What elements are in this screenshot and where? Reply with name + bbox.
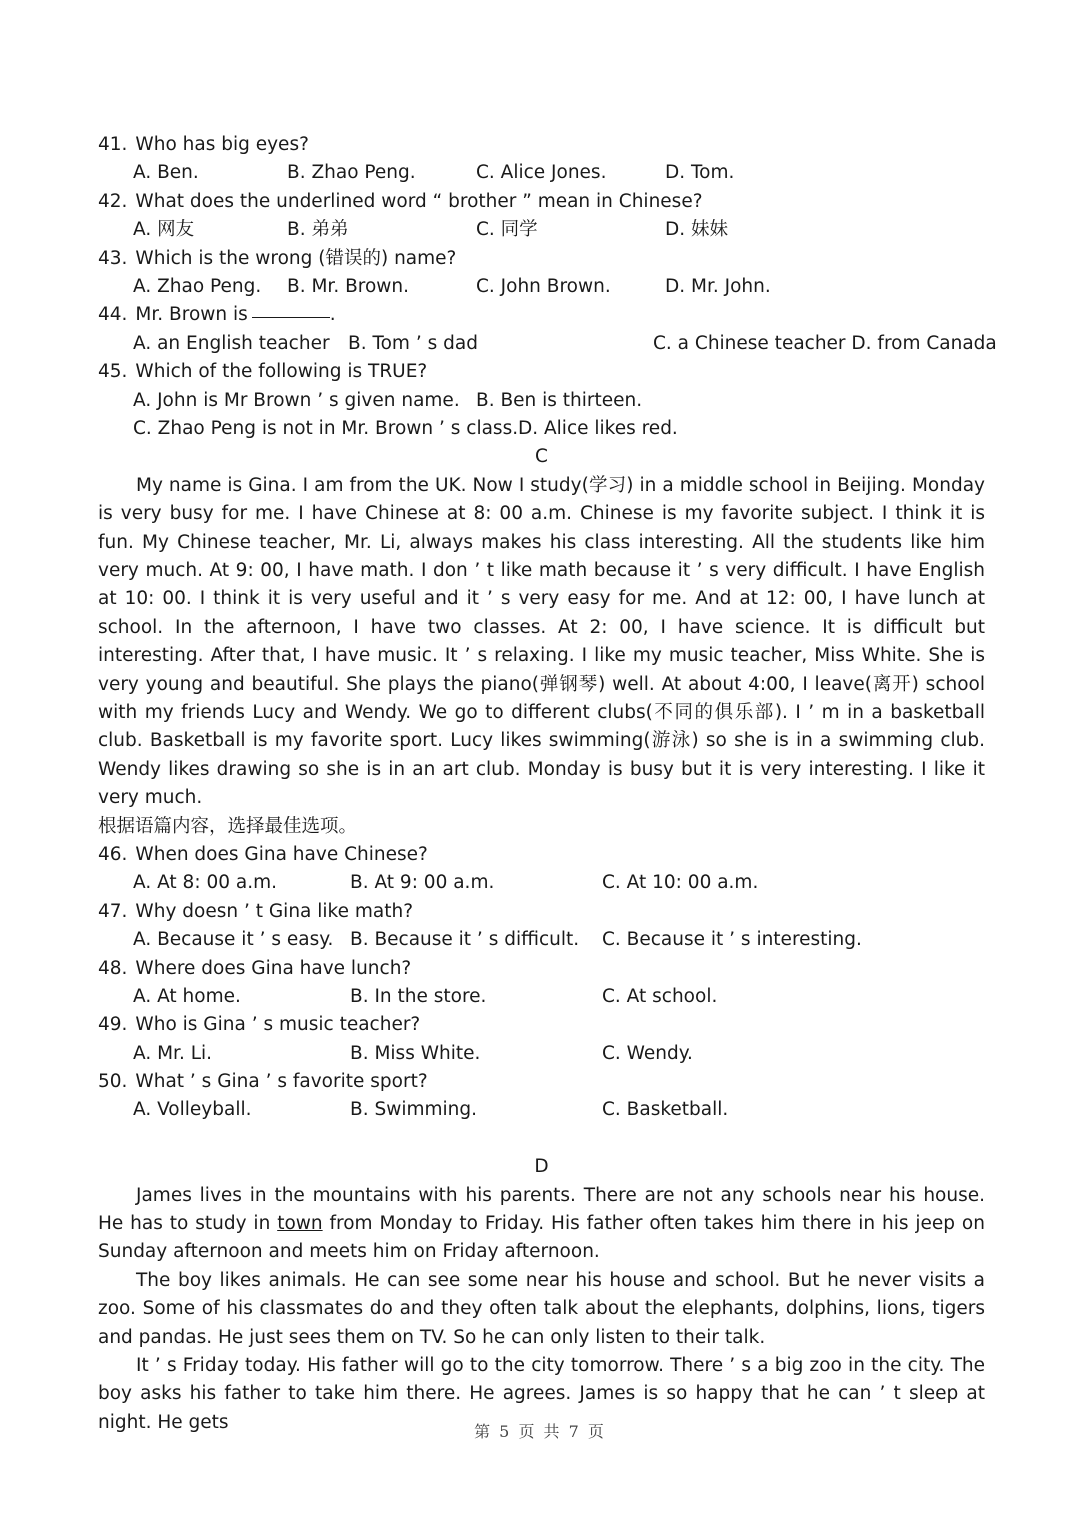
question-number: 41. (98, 134, 128, 155)
options-49 (98, 1040, 985, 1068)
question-text: Who has big eyes? (135, 134, 309, 155)
option-a: A. Mr. Li. (133, 1042, 213, 1064)
text-run: from Monday to Friday. His father often takes him there in his jeep on Sunday afternoon and meets him on Friday afternoon. (98, 1213, 985, 1263)
options-45-row2 (98, 415, 985, 443)
question-42 (98, 188, 985, 216)
option-a: A. an English teacher (133, 332, 330, 354)
option-b: B. Swimming. (350, 1099, 477, 1121)
question-text: Why doesn ’ t Gina like math? (135, 900, 414, 922)
question-text: What does the underlined word “ brother ” mean in Chinese? (135, 190, 703, 212)
option-d: D. 妹妹 (665, 219, 729, 241)
options-47 (98, 926, 985, 954)
option-c: C. At school. (602, 985, 718, 1007)
option-a: A. Volleyball. (133, 1099, 252, 1121)
option-b: B. At 9: 00 a.m. (350, 872, 495, 894)
option-c: C. Basketball. (602, 1099, 729, 1121)
option-b: B. Ben is thirteen. (476, 389, 643, 411)
passage-c: My name is Gina. I am from the UK. Now I study(学习) in a middle school in Beijing. Monday is very busy for me. I have Chinese at 8: 00 a.m. Chinese is my favorite subject. I think it is fun. My Chinese teacher, Mr. Li, always makes his class interesting. All the students like him very much. At 9: 00, I have math. I don ’ t like math because it ’ s very difficult. I have English at 10: 00. I think it is very useful and it ’ s very easy for me. And at 12: 00, I have lunch at school. In the afternoon, I have two classes. At 2: 00, I have science. It is difficult but interesting. After that, I have music. It ’ s relaxing. I like my music teacher, Miss White. She is very young and beautiful. She plays the piano(弹钢琴) well. At about 4:00, I leave(离开) school with my friends Lucy and Wendy. We go to different clubs(不同的俱乐部). I ’ m in a basketball club. Basketball is my favorite sport. Lucy likes swimming(游泳) so she is in a swimming club. Wendy likes drawing so she is in an art club. Monday is busy but it is very interesting. I like it very much. (98, 474, 985, 809)
question-text: Which is the wrong (错误的) name? (135, 247, 457, 269)
option-d: D. Mr. John. (665, 275, 771, 297)
options-50 (98, 1096, 985, 1124)
options-41 (98, 159, 985, 187)
question-43 (98, 245, 985, 273)
question-50 (98, 1068, 985, 1096)
option-c: C. Because it ’ s interesting. (602, 929, 862, 951)
question-number: 42. (98, 190, 128, 212)
passage-d-paragraph-3: It ’ s Friday today. His father will go to the city tomorrow. There ’ s a big zoo in the city. The boy asks his father to take him there. He agrees. James is so happy that he can ’ t sleep at night. He gets (98, 1355, 985, 1433)
option-d: D. Tom. (665, 162, 735, 184)
option-c: C. Wendy. (602, 1042, 693, 1064)
instruction: 根据语篇内容，选择最佳选项。 (98, 815, 358, 837)
text-run: James lives in the mountains with his parents. There are not any schools near his house. He has to study in (98, 1184, 985, 1235)
option-b: B. 弟弟 (287, 219, 349, 241)
option-b: B. Because it ’ s difficult. (350, 929, 580, 951)
option-c: C. Zhao Peng is not in Mr. Brown ’ s class. (133, 417, 519, 439)
option-a: A. Zhao Peng. (133, 275, 262, 297)
page-footer: 第 5 页 共 7 页 (474, 1422, 606, 1441)
passage-d-paragraph-1 (98, 1182, 985, 1267)
underlined-word: town (277, 1213, 323, 1235)
option-b: B. Mr. Brown. (287, 275, 410, 297)
section-heading-d: D (534, 1156, 549, 1178)
question-number: 47. (98, 900, 128, 922)
option-c: C. 同学 (476, 219, 538, 241)
option-c: C. John Brown. (476, 275, 611, 297)
question-45 (98, 358, 985, 386)
question-47 (98, 898, 985, 926)
option-b: B. In the store. (350, 985, 487, 1007)
question-49 (98, 1011, 985, 1039)
option-b: B. Tom ’ s dad (348, 332, 478, 354)
option-a: A. At 8: 00 a.m. (133, 872, 277, 894)
question-number: 45. (98, 361, 128, 383)
option-b: B. Miss White. (350, 1042, 481, 1064)
question-number: 50. (98, 1071, 128, 1093)
options-45-row1 (98, 387, 985, 415)
answer-blank (252, 301, 330, 318)
question-number: 44. (98, 304, 128, 326)
option-c: C. Alice Jones. (476, 162, 607, 184)
options-48 (98, 983, 985, 1011)
question-text: Where does Gina have lunch? (135, 957, 412, 979)
question-number: 48. (98, 957, 128, 979)
option-c-d: C. a Chinese teacher D. from Canada (653, 332, 997, 354)
option-a: A. Ben. (133, 162, 199, 184)
passage-d-paragraph-2: The boy likes animals. He can see some near his house and school. But he never visits a zoo. Some of his classmates do and they often talk about the elephants, dolphins, lions, tigers and pandas. He just sees them on TV. So he can only listen to their talk. (98, 1269, 985, 1348)
question-text: Which of the following is TRUE? (135, 361, 428, 383)
options-43 (98, 273, 985, 301)
option-a: A. At home. (133, 985, 241, 1007)
question-48 (98, 955, 985, 983)
option-b: B. Zhao Peng. (287, 162, 416, 184)
options-46 (98, 869, 985, 897)
spacer (98, 1125, 985, 1153)
question-number: 49. (98, 1014, 128, 1036)
page-content (98, 131, 997, 1437)
question-41 (98, 131, 985, 159)
option-d: D. Alice likes red. (518, 417, 678, 439)
option-a: A. Because it ’ s easy. (133, 929, 334, 951)
question-end: . (329, 304, 336, 326)
question-text: Who is Gina ’ s music teacher? (135, 1014, 421, 1036)
options-42 (98, 216, 985, 244)
question-number: 43. (98, 247, 128, 269)
question-44 (98, 301, 985, 329)
option-a: A. 网友 (133, 219, 195, 241)
question-text: What ’ s Gina ’ s favorite sport? (135, 1071, 428, 1093)
question-text: When does Gina have Chinese? (135, 843, 428, 865)
option-a: A. John is Mr Brown ’ s given name. (133, 389, 460, 411)
options-44 (98, 330, 997, 358)
question-number: 46. (98, 843, 128, 865)
question-46 (98, 841, 985, 869)
question-text: Mr. Brown is (135, 304, 248, 326)
option-c: C. At 10: 00 a.m. (602, 872, 759, 894)
section-heading-c: C (535, 446, 548, 468)
